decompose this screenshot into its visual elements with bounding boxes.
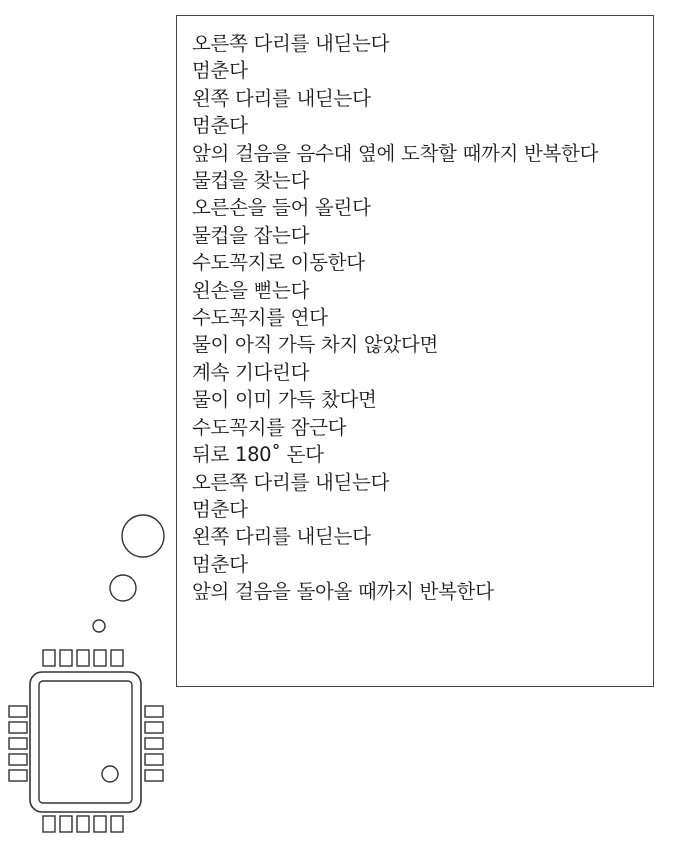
step-19: 왼쪽 다리를 내딛는다 xyxy=(192,525,371,549)
chip-top-pins xyxy=(43,650,123,666)
step-18: 멈춘다 xyxy=(192,497,248,521)
step-1: 오른쪽 다리를 내딛는다 xyxy=(192,32,390,55)
step-2: 멈춘다 xyxy=(192,59,248,83)
step-21: 앞의 걸음을 돌아올 때까지 반복한다 xyxy=(192,580,494,604)
step-4: 멈춘다 xyxy=(192,114,248,138)
step-6: 물컵을 찾는다 xyxy=(192,169,310,193)
step-3: 왼쪽 다리를 내딛는다 xyxy=(192,86,371,110)
step-5: 앞의 걸음을 음수대 옆에 도착할 때까지 반복한다 xyxy=(192,141,599,165)
step-7: 오른손을 들어 올린다 xyxy=(192,196,371,220)
chip-bottom-pins xyxy=(43,816,123,832)
step-8: 물컵을 잡는다 xyxy=(192,223,310,247)
chip-right-pins xyxy=(145,706,163,781)
step-16: 뒤로 180˚ 돈다 xyxy=(192,443,324,467)
microchip-icon xyxy=(0,640,200,840)
bubble-small-icon xyxy=(93,620,105,632)
step-20: 멈춘다 xyxy=(192,552,248,576)
chip-left-pins xyxy=(9,706,27,781)
step-9: 수도꼭지로 이동한다 xyxy=(192,251,365,275)
step-15: 수도꼭지를 잠근다 xyxy=(192,415,347,439)
chip-die xyxy=(39,681,132,803)
step-12: 물이 아직 가득 차지 않았다면 xyxy=(192,333,439,357)
step-10: 왼손을 뻗는다 xyxy=(192,278,310,302)
bubble-large-icon xyxy=(122,515,164,557)
bubble-medium-icon xyxy=(110,575,136,601)
step-13: 계속 기다린다 xyxy=(192,360,310,384)
step-17: 오른쪽 다리를 내딛는다 xyxy=(192,470,390,494)
step-14: 물이 이미 가득 찼다면 xyxy=(192,388,377,412)
step-11: 수도꼭지를 연다 xyxy=(192,306,328,330)
